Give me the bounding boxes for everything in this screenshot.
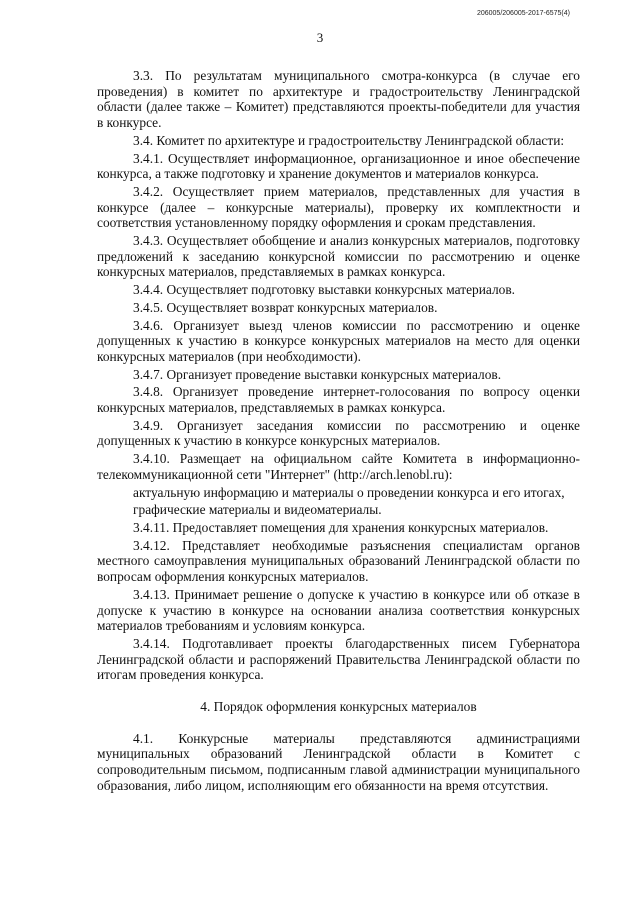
section-heading-4: 4. Порядок оформления конкурсных материалов	[200, 699, 477, 715]
paragraph-3-4-11: 3.4.11. Предоставляет помещения для хранения конкурсных материалов.	[133, 519, 549, 535]
paragraph-3-4-1: 3.4.1. Осуществляет информационное, организационное и иное обеспечение конкурса, а также подготовку и хранение документов и материалов конкурса.	[97, 150, 580, 182]
paragraph-3-4: 3.4. Комитет по архитектуре и градостроительству Ленинградской области:	[133, 132, 565, 148]
paragraph-3-4-2: 3.4.2. Осуществляет прием материалов, представленных для участия в конкурсе (далее – конкурсные материалы), проверку их комплектности и соответствия установленному порядку оформления и срокам представления.	[97, 183, 580, 231]
paragraph-3-4-14: 3.4.14. Подготавливает проекты благодарственных писем Губернатора Ленинградской области и распоряжений Правительства Ленинградской области по итогам проведения конкурса.	[97, 635, 580, 683]
paragraph-3-4-12: 3.4.12. Представляет необходимые разъяснения специалистам органов местного самоуправления муниципальных образований Ленинградской области по вопросам оформления конкурсных материалов.	[97, 537, 580, 585]
paragraph-3-4-7: 3.4.7. Организует проведение выставки конкурсных материалов.	[133, 366, 502, 382]
paragraph-3-4-4: 3.4.4. Осуществляет подготовку выставки конкурсных материалов.	[133, 282, 515, 298]
page-number: 3	[316, 30, 324, 45]
paragraph-4-1: 4.1. Конкурсные материалы представляются администрациями муниципальных образований Ленинградской области в Комитет с сопроводительным письмом, подписанным главой администрации муниципального образования, либо лицом, исполняющим его обязанности на время отсутствия.	[97, 730, 580, 793]
paragraph-3-3: 3.3. По результатам муниципального смотра-конкурса (в случае его проведения) в комитет по архитектуре и градостроительству Ленинградской области (далее также – Комитет) представляются проекты-победители для участия в конкурсе.	[97, 68, 580, 131]
document-id: 206005/206005-2017-6575(4)	[476, 10, 570, 17]
paragraph-3-4-3: 3.4.3. Осуществляет обобщение и анализ конкурсных материалов, подготовку предложений к заседанию конкурсной комиссии по рассмотрению и оценке конкурсных материалов, представляемых в рамках конкурса.	[97, 233, 580, 280]
paragraph-3-4-8: 3.4.8. Организует проведение интернет-голосования по вопросу оценки конкурсных материалов, представляемых в рамках конкурса.	[97, 384, 580, 416]
paragraph-3-4-5: 3.4.5. Осуществляет возврат конкурсных материалов.	[133, 299, 438, 315]
paragraph-3-4-10-item-2: графические материалы и видеоматериалы.	[133, 502, 382, 518]
paragraph-3-4-13: 3.4.13. Принимает решение о допуске к участию в конкурсе или об отказе в допуске к участию в конкурсе на основании анализа соответствия конкурсных материалов требованиям и условиям конкурса.	[97, 586, 580, 634]
paragraph-3-4-10-item-1: актуальную информацию и материалы о проведении конкурса и его итогах,	[133, 484, 565, 500]
document-body	[97, 68, 580, 794]
paragraph-3-4-10: 3.4.10. Размещает на официальном сайте Комитета в информационно-телекоммуникационной сети "Интернет" (http://arch.lenobl.ru):	[97, 451, 580, 482]
paragraph-3-4-9: 3.4.9. Организует заседания комиссии по рассмотрению и оценке допущенных к участию в конкурсе конкурсных материалов.	[97, 417, 580, 449]
paragraph-3-4-6: 3.4.6. Организует выезд членов комиссии по рассмотрению и оценке допущенных к участию в конкурсе конкурсных материалов на место для оценки конкурсных материалов (при необходимости).	[97, 317, 580, 364]
